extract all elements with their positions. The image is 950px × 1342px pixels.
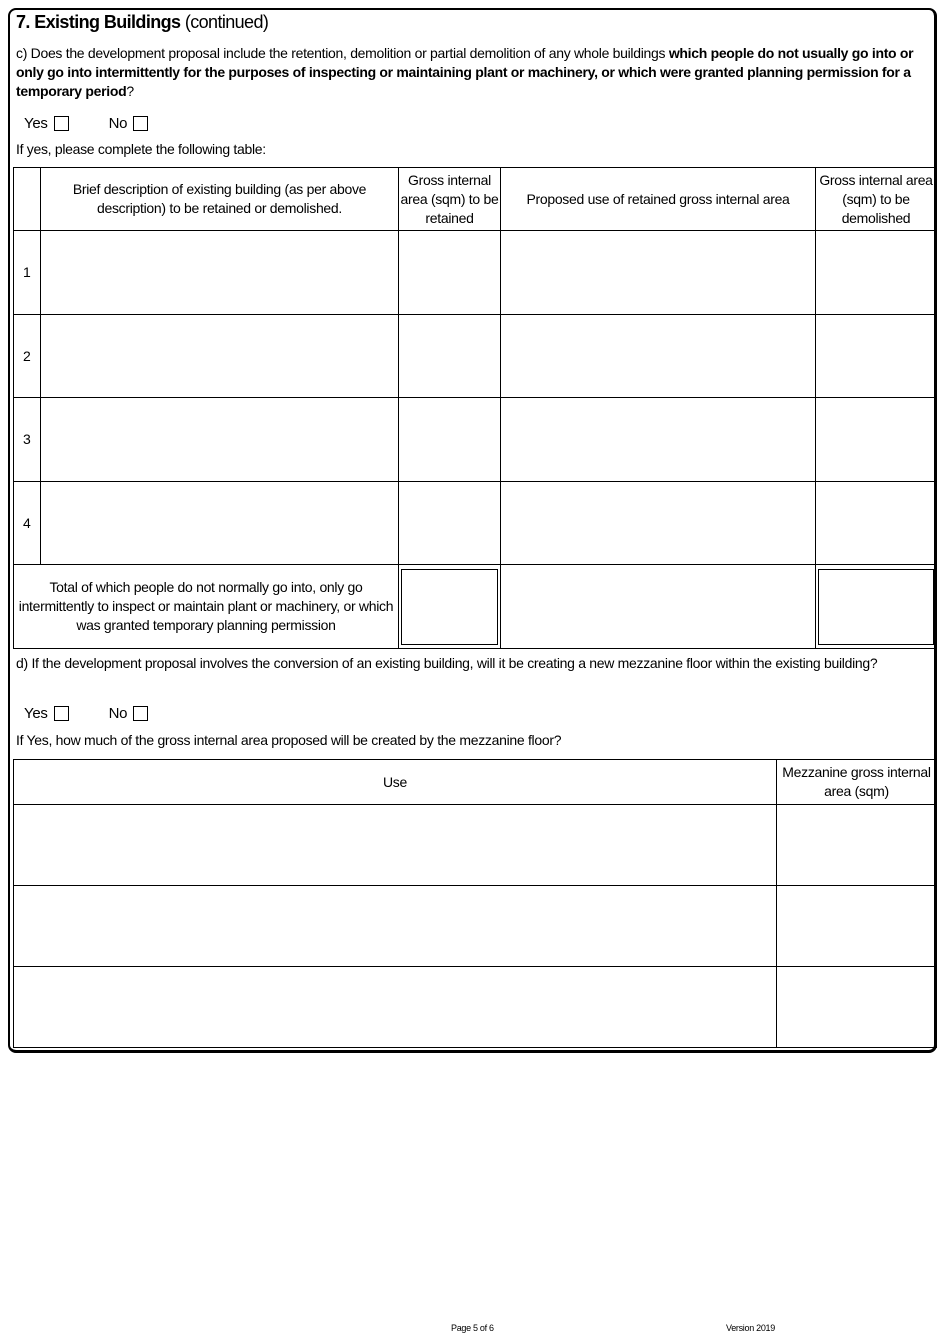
table-row: [14, 231, 937, 315]
yes-label: Yes: [24, 704, 48, 722]
description-cell[interactable]: [41, 231, 399, 315]
total-label: Total of which people do not normally go into, only go intermittently to inspect or maintain plant or machinery, or which was granted temporary planning permission: [14, 565, 399, 649]
area-demolished-cell[interactable]: [816, 482, 937, 565]
header-area-demolished: Gross internal area (sqm) to be demolished: [816, 168, 937, 231]
header-description: Brief description of existing building (as per above description) to be retained or demolished.: [41, 168, 399, 231]
yes-label: Yes: [24, 114, 48, 132]
table-row: [14, 886, 937, 967]
version-label: Version 2019: [726, 1323, 775, 1333]
mezzanine-table: [13, 759, 937, 1048]
total-area-retained-cell[interactable]: [399, 565, 501, 649]
question-c-plain: c) Does the development proposal include the retention, demolition or partial demolition of any whole buildings: [16, 45, 669, 61]
table-header-row: [14, 168, 937, 231]
mezzanine-area-cell[interactable]: [777, 967, 937, 1048]
total-row: [14, 565, 937, 649]
no-checkbox[interactable]: [133, 706, 148, 721]
description-cell[interactable]: [41, 315, 399, 398]
no-checkbox[interactable]: [133, 116, 148, 131]
area-retained-cell[interactable]: [399, 231, 501, 315]
area-demolished-cell[interactable]: [816, 398, 937, 482]
header-mezzanine-area: Mezzanine gross internal area (sqm): [777, 760, 937, 805]
question-d-text: d) If the development proposal involves the conversion of an existing building, will it be creating a new mezzanine floor within the existing building?: [16, 655, 878, 671]
description-cell[interactable]: [41, 398, 399, 482]
no-label: No: [108, 114, 128, 132]
header-use: Use: [14, 760, 777, 805]
row-number: 1: [14, 231, 41, 315]
row-number: 2: [14, 315, 41, 398]
description-cell[interactable]: [41, 482, 399, 565]
total-area-demolished-cell[interactable]: [816, 565, 937, 649]
area-retained-cell[interactable]: [399, 482, 501, 565]
area-demolished-cell[interactable]: [816, 315, 937, 398]
page-number: Page 5 of 6: [451, 1323, 494, 1333]
table-row: [14, 967, 937, 1048]
yes-checkbox[interactable]: [54, 706, 69, 721]
proposed-use-cell[interactable]: [501, 482, 816, 565]
table-row: [14, 805, 937, 886]
no-label: No: [108, 704, 128, 722]
mezzanine-area-cell[interactable]: [777, 886, 937, 967]
existing-buildings-table: [13, 167, 937, 649]
use-cell[interactable]: [14, 886, 777, 967]
section-title-rest: (continued): [180, 12, 269, 32]
question-c-instruction: If yes, please complete the following table:: [16, 141, 266, 157]
total-area-retained-box[interactable]: [401, 569, 498, 645]
question-d-instruction: If Yes, how much of the gross internal area proposed will be created by the mezzanine floor?: [16, 732, 562, 748]
area-demolished-cell[interactable]: [816, 231, 937, 315]
section-title-bold: 7. Existing Buildings: [16, 12, 181, 32]
mezzanine-area-cell[interactable]: [777, 805, 937, 886]
proposed-use-cell[interactable]: [501, 398, 816, 482]
table-row: [14, 398, 937, 482]
row-number: 4: [14, 482, 41, 565]
area-retained-cell[interactable]: [399, 315, 501, 398]
table-row: [14, 315, 937, 398]
header-proposed-use: Proposed use of retained gross internal area: [501, 168, 816, 231]
header-area-retained: Gross internal area (sqm) to be retained: [399, 168, 501, 231]
table-row: [14, 482, 937, 565]
proposed-use-cell[interactable]: [501, 315, 816, 398]
total-proposed-use-cell: [501, 565, 816, 649]
question-c-bold: which people do not usually go into or only go into intermittently for the purposes of inspecting or maintaining plant or machinery, or which were granted planning permission for a temporary period: [16, 45, 914, 99]
yes-checkbox[interactable]: [54, 116, 69, 131]
question-c-text: [16, 44, 931, 101]
question-c-yes-no: [24, 113, 148, 133]
row-number: 3: [14, 398, 41, 482]
proposed-use-cell[interactable]: [501, 231, 816, 315]
total-area-demolished-box[interactable]: [818, 569, 934, 645]
question-d-yes-no: [24, 703, 148, 723]
header-number: [14, 168, 41, 231]
question-c-end: ?: [126, 83, 134, 99]
use-cell[interactable]: [14, 967, 777, 1048]
area-retained-cell[interactable]: [399, 398, 501, 482]
use-cell[interactable]: [14, 805, 777, 886]
section-title: [16, 12, 268, 33]
table-header-row: [14, 760, 937, 805]
